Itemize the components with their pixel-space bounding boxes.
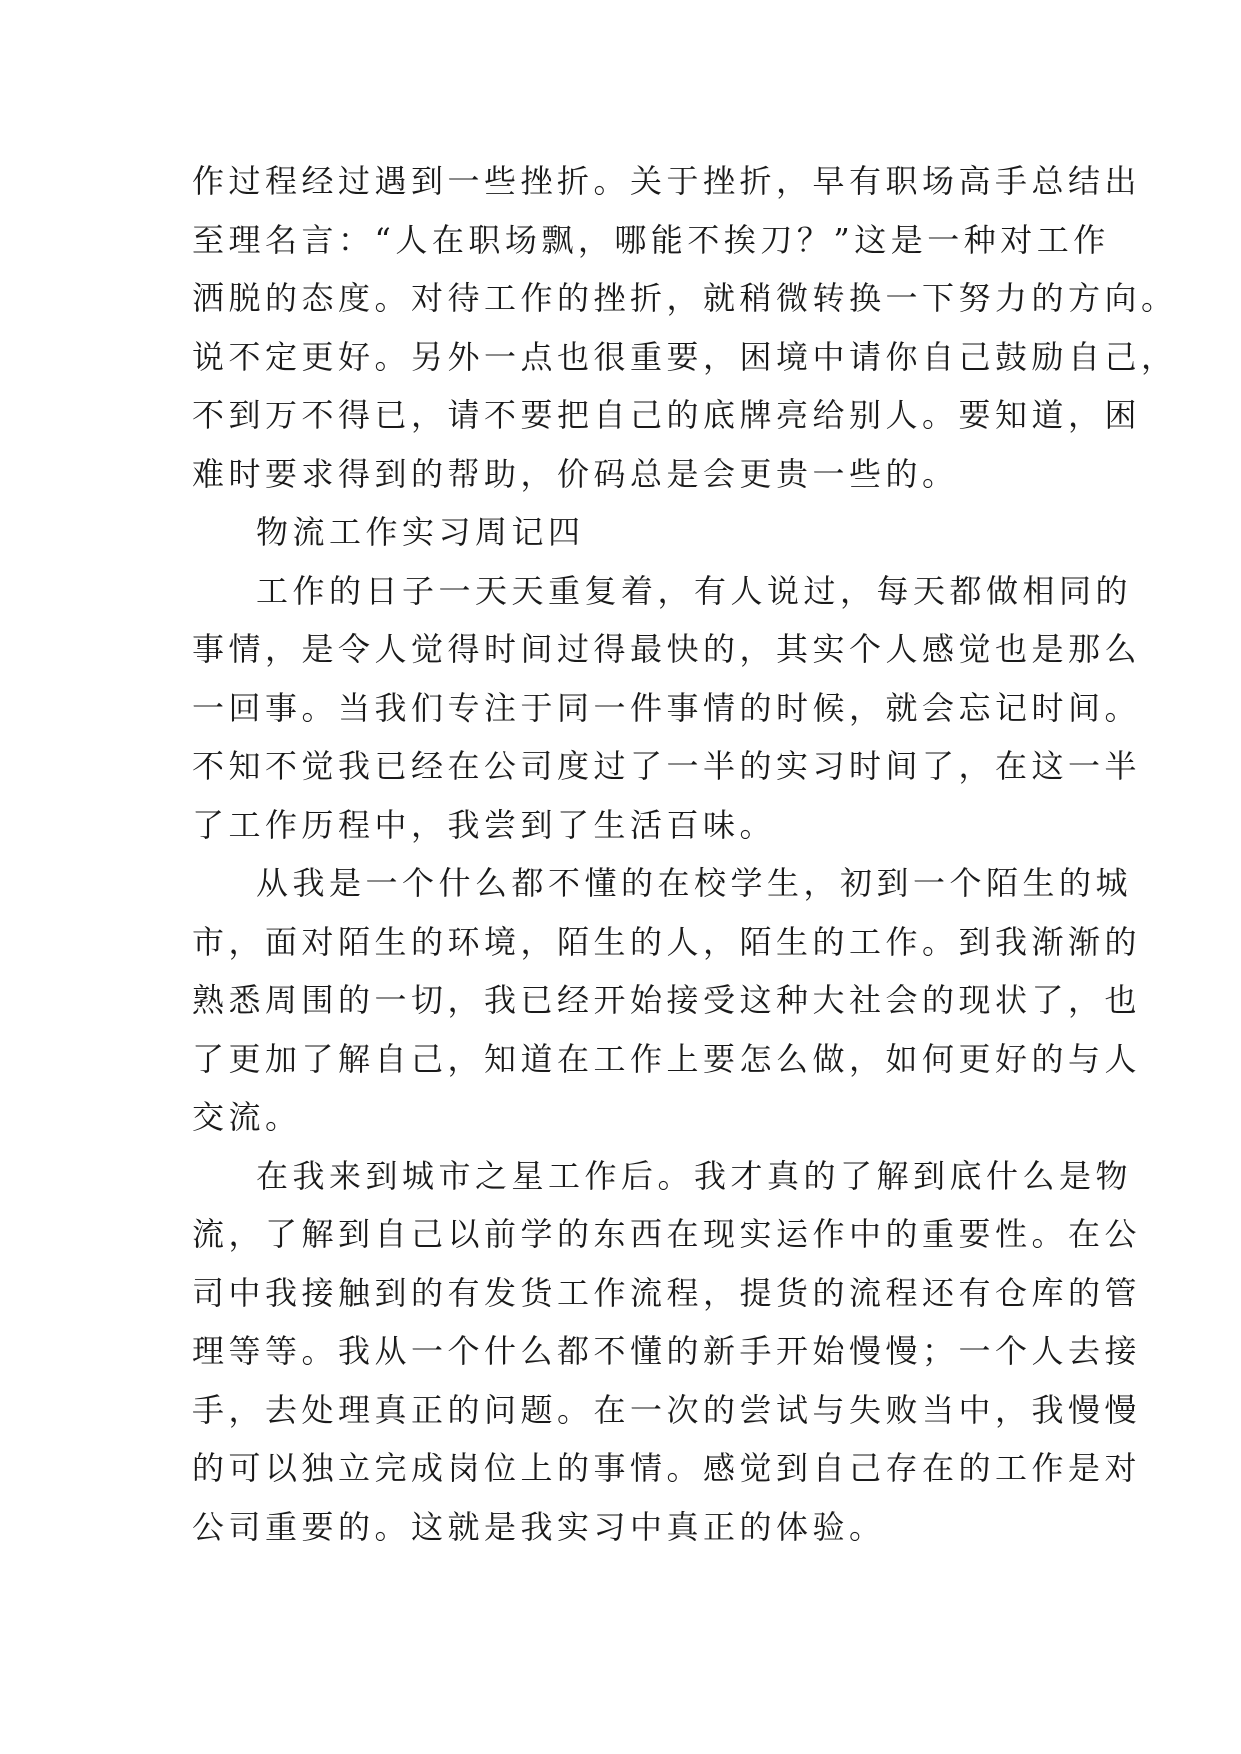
text-line: 公司重要的。这就是我实习中真正的体验。 — [192, 1507, 886, 1546]
text-line: 事情，是令人觉得时间过得最快的，其实个人感觉也是那么 — [192, 630, 1142, 668]
text-line: 洒脱的态度。对待工作的挫折，就稍微转换一下努力的方向。 — [192, 279, 1178, 317]
text-line: 流，了解到自己以前学的东西在现实运作中的重要性。在公 — [192, 1215, 1142, 1253]
text-line: 理等等。我从一个什么都不懂的新手开始慢慢；一个人去接 — [192, 1332, 1142, 1370]
text-line: 手，去处理真正的问题。在一次的尝试与失败当中，我慢慢 — [192, 1390, 1142, 1429]
text-line: 在我来到城市之星工作后。我才真的了解到底什么是物 — [256, 1156, 1133, 1195]
text-line: 难时要求得到的帮助，价码总是会更贵一些的。 — [192, 454, 959, 493]
text-line: 工作的日子一天天重复着，有人说过，每天都做相同的 — [256, 571, 1133, 610]
text-line: 至理名言：“人在职场飘，哪能不挨刀？”这是一种对工作 — [192, 220, 1110, 259]
text-line: 熟悉周围的一切，我已经开始接受这种大社会的现状了，也 — [192, 981, 1142, 1019]
text-line: 交流。 — [192, 1098, 302, 1136]
text-line: 司中我接触到的有发货工作流程，提货的流程还有仓库的管 — [192, 1273, 1142, 1312]
text-line: 不到万不得已，请不要把自己的底牌亮给别人。要知道，困 — [192, 396, 1142, 434]
text-line: 的可以独立完成岗位上的事情。感觉到自己存在的工作是对 — [192, 1449, 1142, 1487]
text-line: 说不定更好。另外一点也很重要，困境中请你自己鼓励自己， — [192, 337, 1178, 376]
text-line: 不知不觉我已经在公司度过了一半的实习时间了，在这一半 — [192, 747, 1142, 785]
text-line: 从我是一个什么都不懂的在校学生，初到一个陌生的城 — [256, 864, 1133, 902]
text-line: 作过程经过遇到一些挫折。关于挫折，早有职场高手总结出 — [192, 162, 1142, 200]
document-body — [192, 152, 1178, 1556]
text-line: 了更加了解自己，知道在工作上要怎么做，如何更好的与人 — [192, 1039, 1142, 1078]
text-line: 市，面对陌生的环境，陌生的人，陌生的工作。到我渐渐的 — [192, 922, 1142, 961]
section-heading: 物流工作实习周记四 — [256, 513, 585, 551]
text-line: 一回事。当我们专注于同一件事情的时候，就会忘记时间。 — [192, 688, 1142, 727]
text-line: 了工作历程中，我尝到了生活百味。 — [192, 805, 777, 844]
